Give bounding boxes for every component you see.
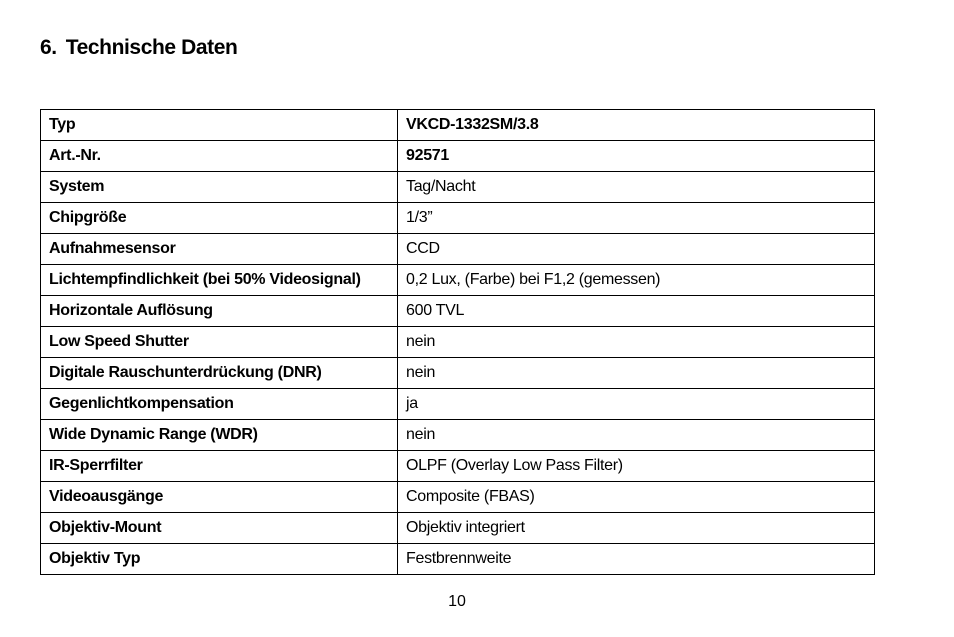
page-number: 10 (448, 593, 466, 610)
table-row (41, 141, 875, 172)
table-row (41, 296, 875, 327)
spec-value: Festbrennweite (398, 544, 875, 575)
spec-label: IR-Sperrfilter (41, 451, 398, 482)
spec-table-body (41, 110, 875, 575)
spec-value: nein (398, 420, 875, 451)
page-title (40, 36, 237, 60)
spec-value: 0,2 Lux, (Farbe) bei F1,2 (gemessen) (398, 265, 875, 296)
table-row (41, 327, 875, 358)
spec-label: Objektiv-Mount (41, 513, 398, 544)
spec-label: Gegenlichtkompensation (41, 389, 398, 420)
spec-value: 1/3” (398, 203, 875, 234)
spec-value: Composite (FBAS) (398, 482, 875, 513)
spec-value: VKCD-1332SM/3.8 (398, 110, 875, 141)
table-row (41, 389, 875, 420)
table-row (41, 358, 875, 389)
spec-label: Typ (41, 110, 398, 141)
spec-label: Art.-Nr. (41, 141, 398, 172)
spec-label: Wide Dynamic Range (WDR) (41, 420, 398, 451)
table-row (41, 420, 875, 451)
spec-table (40, 109, 875, 575)
spec-value: ja (398, 389, 875, 420)
spec-value: Tag/Nacht (398, 172, 875, 203)
table-row (41, 451, 875, 482)
table-row (41, 110, 875, 141)
spec-label: Low Speed Shutter (41, 327, 398, 358)
table-row (41, 482, 875, 513)
spec-label: Videoausgänge (41, 482, 398, 513)
spec-label: Chipgröße (41, 203, 398, 234)
spec-label: Lichtempfindlichkeit (bei 50% Videosignal) (41, 265, 398, 296)
spec-value: CCD (398, 234, 875, 265)
spec-label: Digitale Rauschunterdrückung (DNR) (41, 358, 398, 389)
table-row (41, 234, 875, 265)
spec-value: OLPF (Overlay Low Pass Filter) (398, 451, 875, 482)
table-row (41, 544, 875, 575)
spec-label: Horizontale Auflösung (41, 296, 398, 327)
spec-value: Objektiv integriert (398, 513, 875, 544)
table-row (41, 513, 875, 544)
table-row (41, 265, 875, 296)
spec-value: nein (398, 358, 875, 389)
spec-value: 92571 (398, 141, 875, 172)
spec-value: 600 TVL (398, 296, 875, 327)
section-title: Technische Daten (65, 36, 238, 59)
table-row (41, 203, 875, 234)
section-number: 6. (40, 36, 57, 59)
spec-value: nein (398, 327, 875, 358)
spec-label: Objektiv Typ (41, 544, 398, 575)
table-row (41, 172, 875, 203)
spec-label: Aufnahmesensor (41, 234, 398, 265)
spec-label: System (41, 172, 398, 203)
